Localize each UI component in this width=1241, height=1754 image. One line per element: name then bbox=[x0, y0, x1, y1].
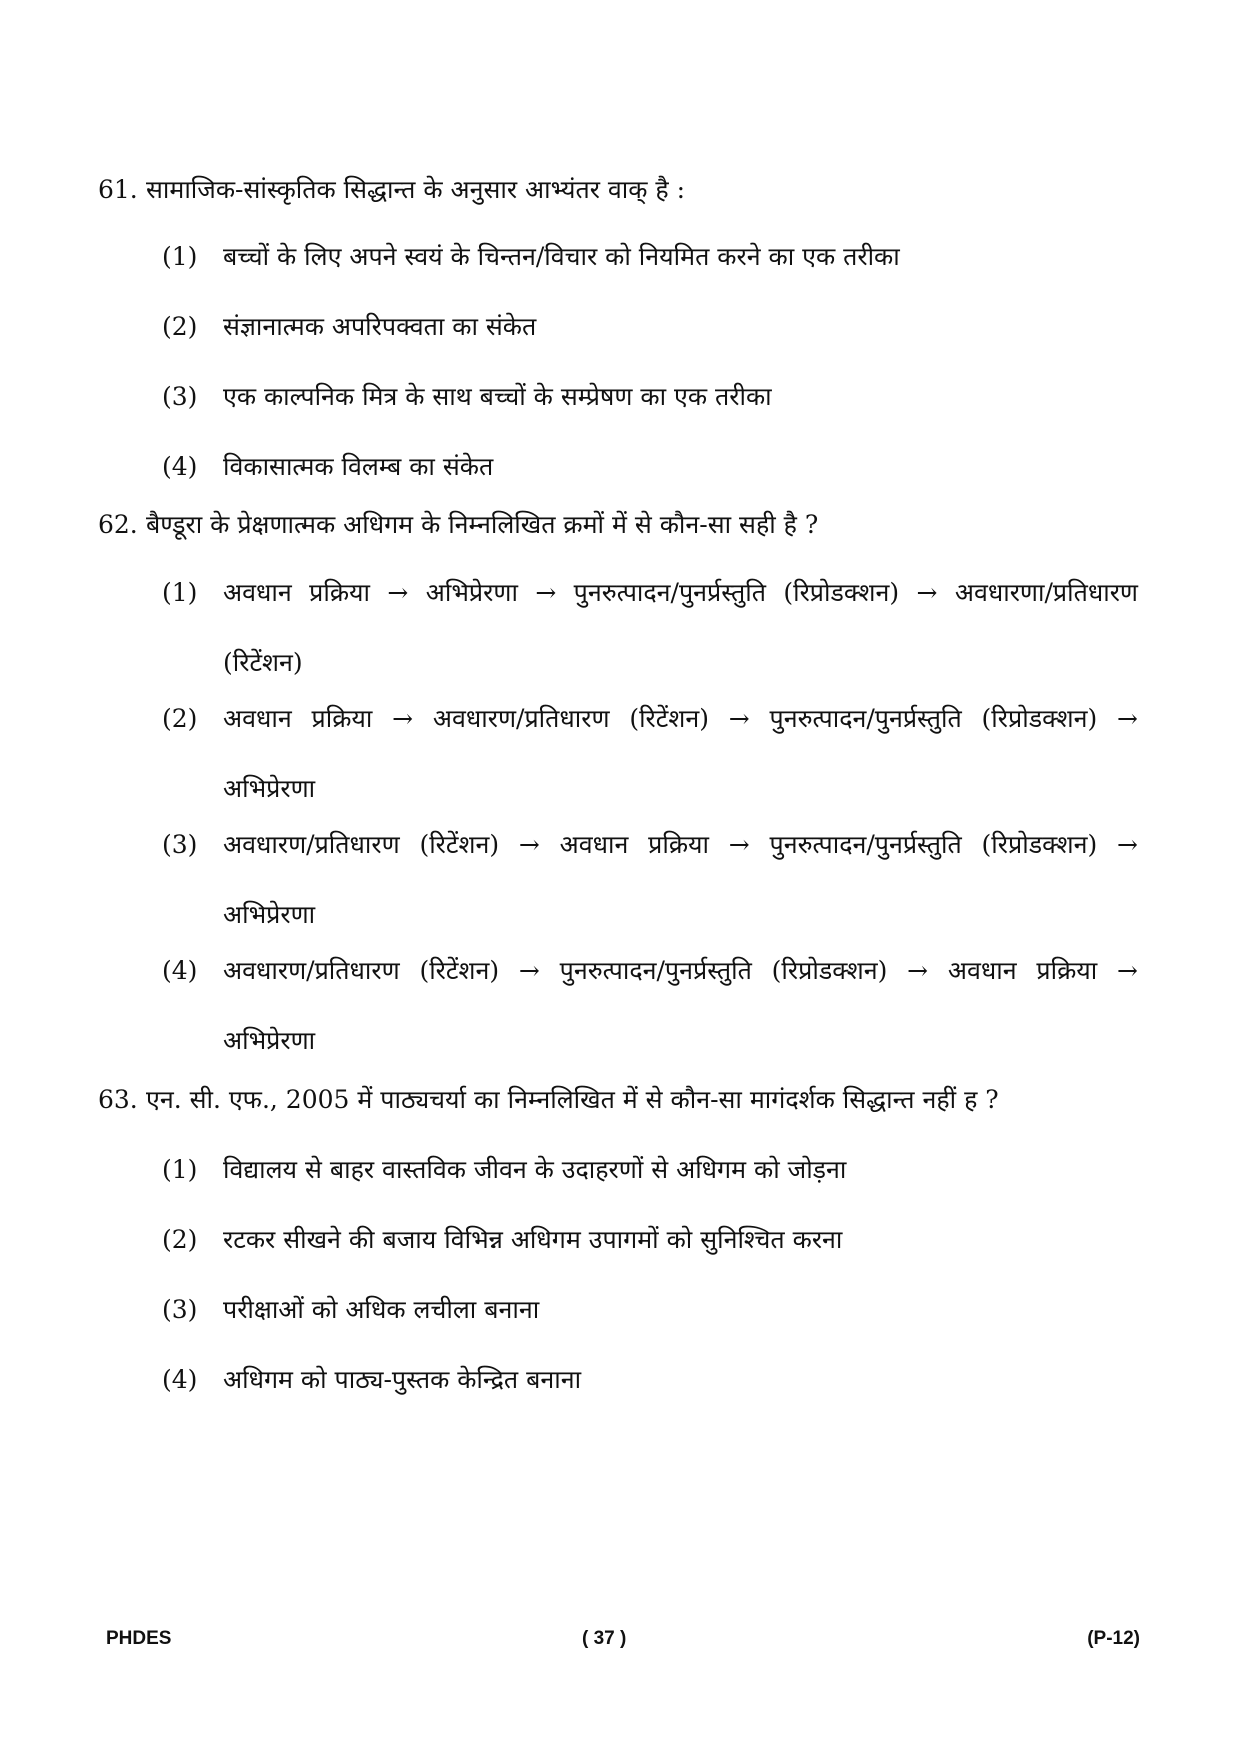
option-number: (1) bbox=[162, 578, 198, 607]
option-number: (2) bbox=[162, 704, 198, 733]
option-number: (3) bbox=[162, 1295, 198, 1324]
option-2 bbox=[162, 309, 1138, 345]
question-text: एन. सी. एफ., 2005 में पाठ्यचर्या का निम्नलिखित में से कौन-सा मागंदर्शक सिद्धान्त नहीं ह ? bbox=[146, 1085, 999, 1114]
question-stem bbox=[98, 507, 1138, 543]
page-number: ( 37 ) bbox=[582, 1628, 627, 1649]
paper-code: PHDES bbox=[106, 1628, 172, 1649]
option-text: रटकर सीखने की बजाय विभिन्न अधिगम उपागमों को सुनिश्चित करना bbox=[223, 1225, 843, 1254]
option-text: अवधारण/प्रतिधारण (रिटेंशन) → पुनरुत्पादन/पुनर्प्रस्तुति (रिप्रोडक्शन) → अवधान प्रक्रिया → अभिप्रेरणा bbox=[223, 956, 1138, 1055]
option-number: (4) bbox=[162, 956, 198, 985]
option-text: विकासात्मक विलम्ब का संकेत bbox=[223, 452, 494, 481]
option-text: विद्यालय से बाहर वास्तविक जीवन के उदाहरणों से अधिगम को जोड़ना bbox=[223, 1155, 847, 1184]
question-stem bbox=[98, 172, 1138, 208]
option-text: अवधान प्रक्रिया → अवधारण/प्रतिधारण (रिटेंशन) → पुनरुत्पादन/पुनर्प्रस्तुति (रिप्रोडक्शन) → अभिप्रेरणा bbox=[223, 704, 1138, 803]
option-text: संज्ञानात्मक अपरिपक्वता का संकेत bbox=[223, 312, 537, 341]
question-text: बैण्डूरा के प्रेक्षणात्मक अधिगम के निम्नलिखित क्रमों में से कौन-सा सही है ? bbox=[146, 510, 819, 539]
option-3 bbox=[162, 379, 1138, 415]
option-number: (2) bbox=[162, 1225, 198, 1254]
option-1 bbox=[162, 239, 1138, 275]
option-text: अवधान प्रक्रिया → अभिप्रेरणा → पुनरुत्पादन/पुनर्प्रस्तुति (रिप्रोडक्शन) → अवधारणा/प्रतिधारण (रिटेंशन) bbox=[223, 578, 1138, 677]
question-number: 62. bbox=[98, 510, 138, 539]
question-number: 63. bbox=[98, 1085, 138, 1114]
option-2 bbox=[162, 684, 1138, 824]
option-1 bbox=[162, 1152, 1138, 1188]
option-text: अवधारण/प्रतिधारण (रिटेंशन) → अवधान प्रक्रिया → पुनरुत्पादन/पुनर्प्रस्तुति (रिप्रोडक्शन) → अभिप्रेरणा bbox=[223, 830, 1138, 929]
option-number: (4) bbox=[162, 452, 198, 481]
question-text: सामाजिक-सांस्कृतिक सिद्धान्त के अनुसार आभ्यंतर वाक् है : bbox=[146, 175, 686, 204]
option-number: (1) bbox=[162, 1155, 198, 1184]
paper-series: (P-12) bbox=[1087, 1628, 1140, 1649]
question-stem bbox=[98, 1082, 1138, 1118]
option-3 bbox=[162, 1292, 1138, 1328]
question-61 bbox=[98, 172, 1138, 485]
option-1 bbox=[162, 558, 1138, 698]
question-number: 61. bbox=[98, 175, 138, 204]
option-4 bbox=[162, 1362, 1138, 1398]
option-number: (4) bbox=[162, 1365, 198, 1394]
option-4 bbox=[162, 449, 1138, 485]
option-text: बच्चों के लिए अपने स्वयं के चिन्तन/विचार को नियमित करने का एक तरीका bbox=[223, 242, 900, 271]
page-footer bbox=[106, 1628, 1140, 1658]
option-text: अधिगम को पाठ्य-पुस्तक केन्द्रित बनाना bbox=[223, 1365, 582, 1394]
option-number: (1) bbox=[162, 242, 198, 271]
question-63 bbox=[98, 1082, 1138, 1398]
option-2 bbox=[162, 1222, 1138, 1258]
option-text: परीक्षाओं को अधिक लचीला बनाना bbox=[223, 1295, 540, 1324]
option-number: (2) bbox=[162, 312, 198, 341]
option-number: (3) bbox=[162, 830, 198, 859]
option-4 bbox=[162, 936, 1138, 1076]
option-number: (3) bbox=[162, 382, 198, 411]
option-3 bbox=[162, 810, 1138, 950]
option-text: एक काल्पनिक मित्र के साथ बच्चों के सम्प्रेषण का एक तरीका bbox=[223, 382, 772, 411]
question-62 bbox=[98, 507, 1138, 1076]
